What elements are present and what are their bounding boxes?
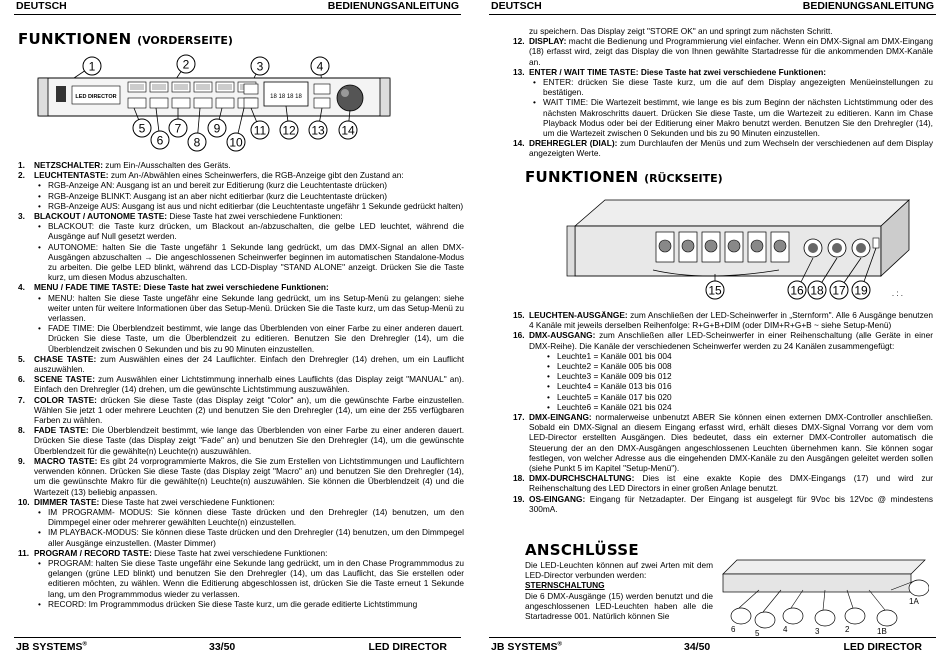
bullet-text: RGB-Anzeige BLINKT: Ausgang ist an aber nicht editierbar (kurz die Leuchtentaste drücken) [48, 190, 387, 201]
numbered-item [513, 138, 933, 158]
callout-number: 7 [174, 121, 182, 136]
channel-item [513, 402, 933, 412]
item-title: PROGRAM / RECORD TASTE: [34, 547, 152, 558]
power-input-jack [873, 238, 879, 248]
rear-panel-figure [565, 186, 915, 304]
item-title: OS-EINGANG: [529, 493, 586, 504]
callout-number: 16 [790, 283, 804, 298]
led-fixture [783, 608, 803, 624]
bullet-text: RGB-Anzeige AUS: Ausgang ist aus und nicht editierbar (die Leuchtentaste ungefähr 1 Sekunde gedrückt halten) [48, 200, 464, 211]
right-section-title-rear [525, 168, 723, 186]
channel-item [513, 351, 933, 361]
bullet-text: BLACKOUT: die Taste kurz drücken, um Blackout an-/abzuschalten, die gelbe LED leuchtet, während die Ausgänge auf Null gesetzt werden. [48, 221, 464, 242]
right-body-mid [513, 310, 933, 514]
item-number: 14. [513, 138, 525, 149]
left-header-manual: BEDIENUNGSANLEITUNG [327, 0, 459, 12]
item-title: DMX-DURCHSCHALTUNG: [529, 473, 635, 484]
item-title: FADE TASTE: [34, 425, 89, 436]
item-text: zum Auswählen einer Lichtstimmung innerhalb eines Lauflichts (das Display zeigt "MANUAL" an). Einfach den Drehregler (14) drehen, um die gewünschte Lichtstimmung auszuwählen. [34, 374, 465, 395]
numbered-item [513, 67, 933, 77]
rear-mark: . : . [891, 289, 903, 298]
item-number: 9. [18, 455, 25, 466]
bullet-item [18, 242, 464, 283]
xlr-center [856, 243, 866, 253]
device-ear-left [38, 78, 48, 116]
bullet-item [18, 293, 464, 324]
item-title: CHASE TASTE: [34, 353, 97, 364]
bullet-item [18, 527, 464, 547]
item-title: COLOR TASTE: [34, 394, 97, 405]
bullet-text: AUTONOME: halten Sie die Taste ungefähr 1 Sekunde lang gedrückt, um das DMX-Signal an allen DMX-Ausgängen abzuschalten → Die angeschlossenen Scheinwerfer beginnen im automatischen Standalone-Modus zu arbeiten. Die gelbe LED blinkt, während das LCD-Display "STAND ALONE" anzeigt. Drücken Sie die Taste kurz, um diesen Modus abzuschalten. [48, 241, 464, 283]
conn-device-face [723, 574, 911, 592]
callout-number: 9 [213, 121, 221, 136]
item-number: 5. [18, 353, 25, 364]
item-text: Die Überblendzeit bestimmt, wie lange das Überblenden von einer Farbe zu einer anderen dauert. Drücken Sie diese Taste (das Display zeigt "Fade" an) und benutzen Sie den Drehregler (14), um die gewünschte Überblendzeit für die gewählte(n) Leuchte(n) auszuwählen. [34, 425, 464, 456]
bullet-item [18, 599, 464, 609]
cable-line [847, 590, 853, 608]
item-number: 10. [18, 496, 30, 507]
right-footer-reg: ® [557, 641, 562, 648]
connector-socket [728, 240, 740, 252]
cable-line [739, 590, 759, 608]
item-title: DMX-AUSGANG: [529, 330, 596, 341]
numbered-item [18, 374, 464, 394]
left-footer-brand [16, 641, 87, 653]
item-text: zum Auswählen eines der 24 Lauflichter. Einfach den Drehregler (14) drehen, um ein Lauflicht auszuwählen. [34, 353, 464, 375]
bullet-item [18, 221, 464, 241]
function-button [172, 98, 190, 108]
item-number: 6. [18, 374, 25, 385]
item-number: 16. [513, 330, 525, 341]
connector-socket [705, 240, 717, 252]
bullet-text: WAIT TIME: Die Wartezeit bestimmt, wie lange es bis zum Beginn der nächsten Lichtstimmung oder des nächsten Makroschritts dauert. Drücken Sie diese Taste, um die Wartezeit zu editieren. Kann im Chase Playback Modus oder bei der Editierung einer Makro benutzt werden. Benutzen Sie den Drehregler (14), um die Wartezeit zwischen 0 Sekunden und bis zu 90 Minuten einzustellen. [543, 97, 933, 139]
right-header-language: DEUTSCH [491, 0, 542, 12]
bullet-item [18, 507, 464, 527]
fixture-led [152, 84, 166, 90]
channel-text: Leuchte5 = Kanäle 017 bis 020 [557, 391, 672, 402]
item-number: 17. [513, 412, 525, 423]
bullet-text: IM PROGRAMM- MODUS: Sie können diese Taste drücken und den Drehregler (14) benutzen, um den Dimmpegel einer oder mehrerer gewählten Leuchte(n) einzustellen. [48, 506, 464, 528]
power-switch [56, 86, 66, 102]
numbered-item [18, 497, 464, 507]
connection-figure [719, 550, 929, 636]
left-header-language: DEUTSCH [16, 0, 67, 12]
right-page [475, 0, 950, 654]
left-section-title [18, 30, 233, 48]
left-footer [14, 637, 461, 654]
right-body-top [513, 26, 933, 159]
channel-text: Leuchte2 = Kanäle 005 bis 008 [557, 361, 672, 372]
left-title-main: FUNKTIONEN [18, 30, 132, 48]
dial-knob-highlight [341, 89, 349, 97]
right-footer [489, 637, 936, 654]
connector-socket [682, 240, 694, 252]
bullet-text: ENTER: drücken Sie diese Taste kurz, um die auf dem Display angezeigten Menüeinstellungen zu bestätigen. [543, 77, 933, 98]
cable-line [763, 590, 781, 612]
device-ear-right [380, 78, 390, 116]
conn-body: Die 6 DMX-Ausgänge (15) werden benutzt und die angeschlossenen LED-Leuchten haben alle die Startadresse 001. Natürlich können Sie [525, 590, 713, 622]
menu-button [314, 84, 330, 94]
callout-number: 18 [810, 283, 824, 298]
left-title-sub: (VORDERSEITE) [137, 34, 233, 47]
item-title: BLACKOUT / AUTONOME TASTE: [34, 211, 168, 222]
xlr-center [832, 243, 842, 253]
fixture-led [174, 84, 188, 90]
conn-device [723, 560, 925, 574]
item-text: zum Durchlaufen der Menüs und zum Wechseln der verschiedenen auf dem Display angezeigten Werte. [529, 138, 933, 159]
program-button [244, 98, 258, 108]
channel-item [513, 381, 933, 391]
item-number: 1. [18, 160, 25, 170]
callout-number: 4 [316, 59, 324, 74]
numbered-item [18, 425, 464, 456]
bullet-item [18, 323, 464, 354]
item-text: zum An-/Abwählen eines Scheinwerfers, die RGB-Anzeige gibt den Zustand an: [108, 170, 404, 181]
fixture-led [130, 84, 144, 90]
item-number: 19. [513, 493, 525, 504]
function-button [216, 98, 234, 108]
dial-knob [337, 85, 363, 111]
connector-socket [751, 240, 763, 252]
item-text: normalerweise unbenutzt ABER Sie können einen externen DMX-Controller anschließen. Sobald ein DMX-Signal an diesem Eingang erfasst wird, erhält dieses DMX-Signal Vorrang vor dem vom LED-Director erstellten Ausgängen. Dies bedeutet, dass ein externer DMX-Controller automatisch die Steuerung der an den DMX-Ausgängen angeschlossenen Leuchten übernehmen kann. Sie können sogar festlegen, von welcher Adresse aus die eingehenden DMX-Kanäle zu den Ausgängen geleitet werden sollen (siehe Punkt 5 im Kapitel "Setup-Menü"). [529, 412, 933, 474]
left-footer-page: 33/50 [209, 641, 236, 653]
callout-number: 17 [832, 283, 846, 298]
fixture-led [196, 84, 210, 90]
callout-number: 2 [182, 57, 190, 72]
fixture-led [218, 84, 232, 90]
device-label: LED DIRECTOR [75, 94, 117, 100]
continuation-text: zu speichern. Das Display zeigt "STORE OK" an und springt zum nächsten Schritt. [529, 26, 833, 36]
numbered-item [18, 170, 464, 180]
item-number: 2. [18, 170, 25, 181]
right-title-main: FUNKTIONEN [525, 168, 639, 186]
item-text: Diese Taste hat zwei verschiedene Funktionen: [99, 496, 275, 507]
numbered-item [513, 494, 933, 514]
callout-number: 10 [229, 135, 243, 150]
bullet-text: MENU: halten Sie diese Taste ungefähr eine Sekunde lang gedrückt, um ins Setup-Menü zu gelangen: siehe weiter unten für weitere Informationen über das Setup-Menü. Drücken Sie die Taste kurz, um das Setup-Menü zu verlassen. [48, 292, 464, 324]
left-footer-brand-text: JB SYSTEMS [16, 641, 83, 653]
item-title: DIMMER TASTE: [34, 496, 100, 507]
item-number: 15. [513, 310, 525, 320]
item-text: drücken Sie diese Taste (das Display zeigt "Color" an), um die gewünschte Farbe einzustellen. Wählen Sie jetzt 1 oder mehrere Leuchten (2) und benutzen Sie den Drehregler (14), um eine der 255 verfügbaren Farben zu wählen. [34, 394, 465, 426]
numbered-item [513, 310, 933, 330]
right-footer-page: 34/50 [684, 641, 711, 653]
blackout-button [244, 84, 258, 94]
enter-button [314, 98, 330, 108]
bullet-item [513, 97, 933, 138]
item-number: 18. [513, 473, 525, 484]
fixture-label: 2 [845, 625, 850, 634]
callout-number: 8 [193, 135, 201, 150]
channel-item [513, 371, 933, 381]
connector-socket [659, 240, 671, 252]
rear-device-top [575, 200, 909, 226]
device-lcd-text: 18 18 18 18 [270, 94, 302, 100]
item-number: 7. [18, 394, 25, 405]
right-section-title-conn: ANSCHLÜSSE [525, 541, 639, 559]
item-title: DISPLAY: [529, 36, 567, 47]
fixture-label: 5 [755, 629, 760, 636]
right-header-manual: BEDIENUNGSANLEITUNG [802, 0, 934, 12]
conn-subtitle: STERNSCHALTUNG [525, 580, 605, 591]
bullet-text: FADE TIME: Die Überblendzeit bestimmt, wie lange das Überblenden von einer Farbe zu einer anderen dauert. Drücken Sie diese Taste, um die Überblendzeit zu editieren. Benutzen Sie den Drehregler (14), um die Überblendzeit zwischen 0 Sekunden und bis zu 90 Minuten einzustellen. [48, 323, 464, 354]
numbered-item [513, 473, 933, 493]
item-title: DREHREGLER (DIAL): [529, 138, 618, 149]
xlr-center [808, 243, 818, 253]
function-button [128, 98, 146, 108]
item-title: LEUCHTEN-AUSGÄNGE: [529, 310, 628, 320]
bullet-item [18, 558, 464, 599]
callout-number: 6 [156, 133, 164, 148]
item-number: 12. [513, 36, 525, 47]
bullet-text: PROGRAM: halten Sie diese Taste ungefähr eine Sekunde lang gedrückt, um in den Chase Programmmodus zu gelangen (grüne LED blinkt) und benutzen Sie den Drehregler (14), um das Lauflicht, das Sie erstellen oder editieren möchten, zu wählen. Wenn die Editierung abgeschlossen ist, drücken Sie die Taste erneut 1 Sekunde lang, um den Programmmodus wieder zu verlassen. [48, 557, 464, 599]
led-fixture [845, 608, 865, 624]
channel-text: Leuchte4 = Kanäle 013 bis 016 [557, 381, 672, 392]
led-fixture [755, 612, 775, 628]
bullet-item [18, 201, 464, 211]
right-title-sub: (RÜCKSEITE) [644, 172, 723, 185]
left-header [14, 0, 461, 15]
item-number: 8. [18, 425, 25, 436]
callout-number: 19 [854, 283, 868, 298]
left-footer-reg: ® [82, 641, 87, 648]
fixture-label: 4 [783, 625, 788, 634]
numbered-item [18, 282, 464, 292]
item-text: zum Anschließen der LED-Scheinwerfer in „Sternform". Alle 6 Ausgänge benutzen 4 Kanäle mit jeweils derselben Reihenfolge: R+G+B+DIM (oder DIM+R+G+B ~ siehe Setup-Menü) [529, 310, 933, 331]
numbered-item [18, 456, 464, 497]
channel-item [513, 361, 933, 371]
led-fixture [731, 608, 751, 624]
led-fixture [815, 610, 835, 626]
item-text: Es gibt 24 vorprogrammierte Makros, die Sie zum Erstellen von Lichtstimmungen und Lauflichtern verwenden können. Drücken Sie diese Taste (das Display zeigt "Macro" an) und benutzen Sie den Drehregler (14), um die gewünschte Makro für die gewählte(n) Leuchte(n) auszuwählen. Sie können die Überblendzeit (4) und die Wartezeit (13) beliebig anpassen. [34, 455, 464, 497]
callout-number: 11 [253, 123, 267, 138]
led-fixture [909, 580, 929, 596]
item-title: MENU / FADE TIME TASTE: Diese Taste hat zwei verschiedene Funktionen: [34, 282, 329, 293]
item-text: zum Ein-/Ausschalten des Geräts. [102, 160, 231, 170]
cable-line [791, 590, 803, 608]
item-number: 11. [18, 547, 30, 558]
item-title: NETZSCHALTER: [34, 160, 103, 170]
item-text: Eingang für Netzadapter. Der Eingang ist ausgelegt für 9Vᴅᴄ bis 12Vᴅᴄ @ mindestens 300mA. [529, 493, 933, 514]
item-text: zum Anschließen aller LED-Scheinwerfer in einer Reihenschaltung (alle Geräte in einer DMX-Reihe). Die Kanäle der verschiedenen Scheinwerfer werden zu 24 Kanälen zusammengefügt: [529, 330, 933, 351]
numbered-item [18, 548, 464, 558]
callout-number: 5 [138, 121, 146, 136]
channel-text: Leuchte3 = Kanäle 009 bis 012 [557, 371, 672, 382]
numbered-item [513, 412, 933, 473]
bullet-item [18, 191, 464, 201]
item-title: LEUCHTENTASTE: [34, 170, 109, 181]
bullet-text: RECORD: Im Programmmodus drücken Sie diese Taste kurz, um die gerade editierte Lichtstimmung [48, 598, 418, 609]
front-panel-figure [14, 52, 404, 160]
numbered-item [18, 211, 464, 221]
rear-ear-left [567, 226, 575, 276]
left-body [18, 160, 464, 609]
callout-number: 12 [282, 123, 296, 138]
bullet-text: RGB-Anzeige AN: Ausgang ist an und bereit zur Editierung (kurz die Leuchtentaste drücken) [48, 180, 387, 191]
fixture-label: 6 [731, 625, 736, 634]
callout-number: 15 [708, 283, 722, 298]
item-number: 13. [513, 66, 525, 77]
numbered-item [18, 395, 464, 426]
channel-item [513, 392, 933, 402]
item-title: MACRO TASTE: [34, 455, 98, 466]
bullet-text: IM PLAYBACK-MODUS: Sie können diese Taste drücken und den Drehregler (14) benutzen, um den Dimmpegel aller Ausgänge einzustellen. (Master Dimmer) [48, 527, 464, 548]
item-text: Dies ist eine exakte Kopie des DMX-Eingangs (17) und wird zur Reihenschaltung des LED Directors in einer großen Anlage benutzt. [529, 473, 933, 494]
callout-number: 1 [88, 59, 96, 74]
fixture-label: 1B [877, 627, 887, 636]
led-fixture [877, 610, 897, 626]
cable-line [869, 590, 885, 610]
item-title: SCENE TASTE: [34, 374, 95, 385]
callout-number: 13 [311, 123, 325, 138]
item-title: ENTER / WAIT TIME TASTE: Diese Taste hat zwei verschiedene Funktionen: [529, 66, 827, 77]
item-number: 4. [18, 282, 25, 293]
numbered-item [513, 36, 933, 67]
item-number: 3. [18, 211, 25, 222]
item-text: macht die Bedienung und Programmierung viel einfacher. Wenn ein DMX-Signal am DMX-Eingang (18) erfasst wird, zeigt das Display die von Ihnen gewählte Startadresse für die ankommenden DMX-Kanäle an. [529, 36, 933, 67]
numbered-item [18, 354, 464, 374]
callout-number: 3 [256, 59, 264, 74]
cable-line [823, 590, 825, 610]
bullet-item [513, 77, 933, 97]
bullet-item [18, 180, 464, 190]
item-title: DMX-EINGANG: [529, 412, 592, 423]
numbered-item [513, 330, 933, 350]
function-button [150, 98, 168, 108]
item-text: Diese Taste hat zwei verschiedene Funktionen: [167, 211, 343, 222]
conn-intro: Die LED-Leuchten können auf zwei Arten mit dem LED-Director verbunden werden: [525, 560, 713, 581]
fixture-label: 3 [815, 627, 820, 636]
fixture-label: 1A [909, 597, 919, 606]
channel-text: Leuchte6 = Kanäle 021 bis 024 [557, 401, 672, 412]
connector-socket [774, 240, 786, 252]
function-button [194, 98, 212, 108]
right-footer-brand-text: JB SYSTEMS [491, 641, 558, 653]
right-footer-brand [491, 641, 562, 653]
left-footer-product: LED DIRECTOR [368, 641, 447, 653]
right-footer-product: LED DIRECTOR [843, 641, 922, 653]
callout-number: 14 [341, 123, 355, 138]
item-text: Diese Taste hat zwei verschiedene Funktionen: [151, 547, 328, 558]
numbered-item [18, 160, 464, 170]
right-header [489, 0, 936, 15]
channel-text: Leuchte1 = Kanäle 001 bis 004 [557, 350, 672, 361]
right-conn-text [525, 560, 713, 621]
